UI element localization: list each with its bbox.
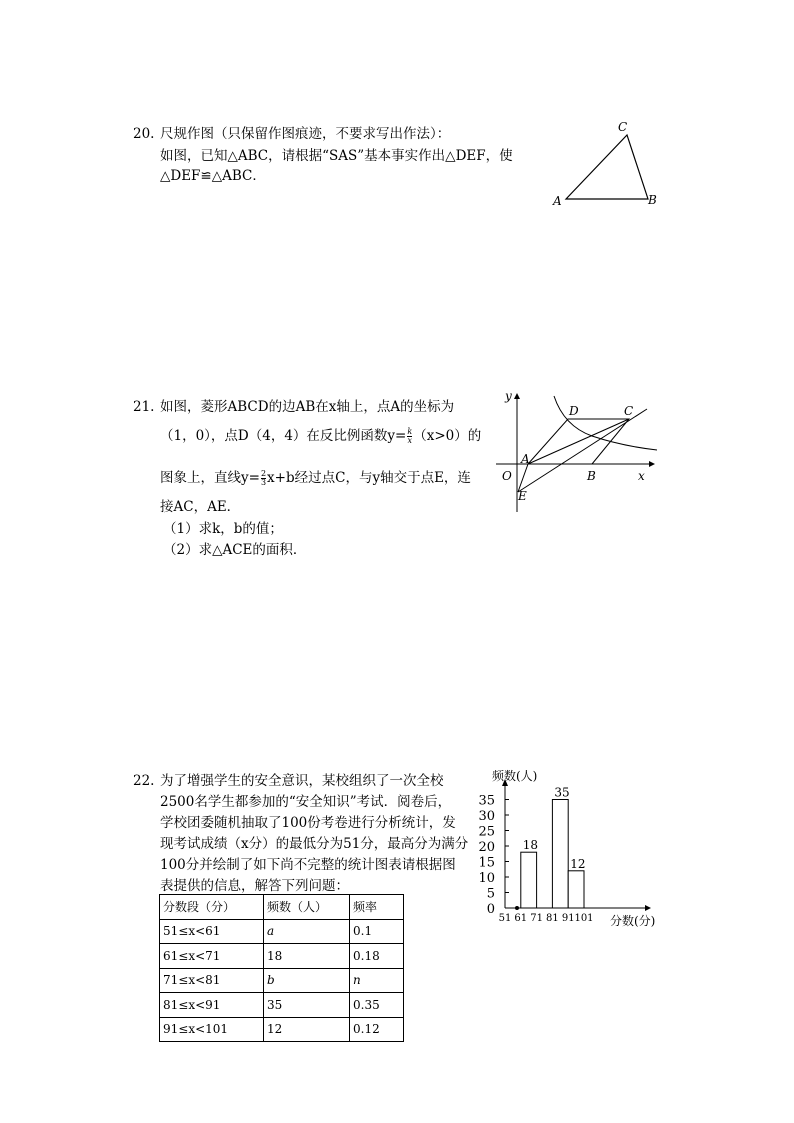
table-cell: 61≤x<71 [160,944,264,969]
y-tick-label: 35 [478,793,495,809]
histogram-bar [552,800,568,909]
table-cell: 51≤x<61 [160,919,264,944]
table-header: 频率 [350,895,404,920]
label-y: y [505,389,512,403]
table-row [160,919,404,944]
label-c: C [618,120,628,134]
q20-number: 20. [133,126,155,142]
q21-line2-b: （x>0）的 [413,428,482,444]
table-cell: 0.1 [350,919,404,944]
x-axis-title: 分数(分) [610,914,656,928]
y-tick-label: 30 [478,809,495,824]
table-cell: 0.18 [350,944,404,969]
table-header: 分数段（分） [160,895,264,920]
table-header: 频数（人） [264,895,350,920]
x-tick-label: 101 [574,913,594,924]
x-tick-label: 61 [514,913,528,924]
triangle-abc [566,135,648,199]
table-row [160,993,404,1018]
y-tick-label: 25 [478,824,495,840]
table-cell: 0.12 [350,1017,404,1042]
x-tick-label: 51 [498,913,512,924]
y-tick-label: 20 [478,840,495,855]
table-row [160,968,404,993]
fraction-2-over-3 [261,470,266,487]
table-row [160,1017,404,1042]
table-cell: 81≤x<91 [160,993,264,1018]
label-b: B [648,193,657,207]
y-tick-label: 15 [478,855,495,871]
table-cell: 18 [264,944,350,969]
segment-ac [528,419,629,464]
label-c: C [624,404,634,418]
q22-line6: 表提供的信息，解答下列问题： [160,878,349,894]
q20-line2: 如图，已知△ABC，请根据“SAS”基本事实作出△DEF，使 [160,148,513,164]
label-d: D [569,404,579,418]
x-tick-label: 71 [530,913,543,924]
q21-number: 21. [133,399,155,415]
q21-coordinate-figure [492,388,662,518]
histogram-bar [521,852,537,908]
table-cell: b [264,968,350,993]
table-cell: 91≤x<101 [160,1017,264,1042]
table-cell: 35 [264,993,350,1018]
q21-line2-a: （1，0），点D（4，4）在反比例函数y= [160,428,407,444]
label-o: O [502,469,512,483]
frac-den: x [407,436,413,445]
q21-line2 [160,426,481,446]
table-header-row [160,895,404,920]
x-tick-label: 81 [546,913,559,924]
table-cell: a [264,919,350,944]
y-tick-label: 0 [486,902,495,917]
table-cell: 71≤x<81 [160,968,264,993]
frequency-table [159,894,404,1042]
segment-ae [518,464,528,492]
q20-triangle-figure [548,115,668,215]
label-x: x [638,469,645,483]
q21-sub2: （2）求△ACE的面积． [163,542,307,558]
frac-num: k [407,427,413,436]
label-a: A [553,194,562,208]
x-axis-arrow [645,905,651,911]
q22-line4: 现考试成绩（x分）的最低分为51分，最高分为满分 [160,836,469,852]
q20-line1: 尺规作图（只保留作图痕迹，不要求写出作法）： [160,126,451,142]
q21-line1: 如图，菱形ABCD的边AB在x轴上，点A的坐标为 [160,399,455,415]
q21-line3 [160,468,471,488]
frac-den: 3 [260,478,267,487]
q21-line3-b: x+b经过点C，与y轴交于点E，连 [267,470,471,486]
label-e: E [518,489,527,503]
q22-line1: 为了增强学生的安全意识，某校组织了一次全校 [160,773,444,789]
q21-line3-a: 图象上，直线y= [160,470,260,486]
axis-break-dot [515,906,519,910]
q22-line3: 学校团委随机抽取了100份考卷进行分析统计，发 [160,815,456,831]
x-tick-label: 91 [561,913,575,924]
table-cell: 0.35 [350,993,404,1018]
fraction-k-over-x [407,428,412,445]
bar-value-label: 18 [522,838,539,853]
bar-value-label: 35 [554,785,570,800]
bar-value-label: 12 [570,856,586,871]
table-cell: 12 [264,1017,350,1042]
line-ec [518,409,647,492]
histogram-chart [470,762,670,932]
y-axis-title: 频数(人) [492,769,538,783]
y-tick-label: 5 [486,886,495,902]
frac-num: 2 [260,469,267,478]
q22-number: 22. [133,773,155,789]
table-cell: n [350,968,404,993]
q21-line4: 接AC，AE． [160,499,241,515]
table-row [160,944,404,969]
q22-line5: 100分并绘制了如下尚不完整的统计图表请根据图 [160,857,456,873]
histogram-bar [568,871,584,908]
y-tick-label: 10 [478,871,495,886]
label-a: A [521,452,530,466]
label-b: B [587,469,596,483]
q20-line3: △DEF≌△ABC． [160,168,266,184]
q21-sub1: （1）求k，b的值； [163,521,283,537]
q22-line2: 2500名学生都参加的“安全知识”考试．阅卷后， [160,794,452,810]
